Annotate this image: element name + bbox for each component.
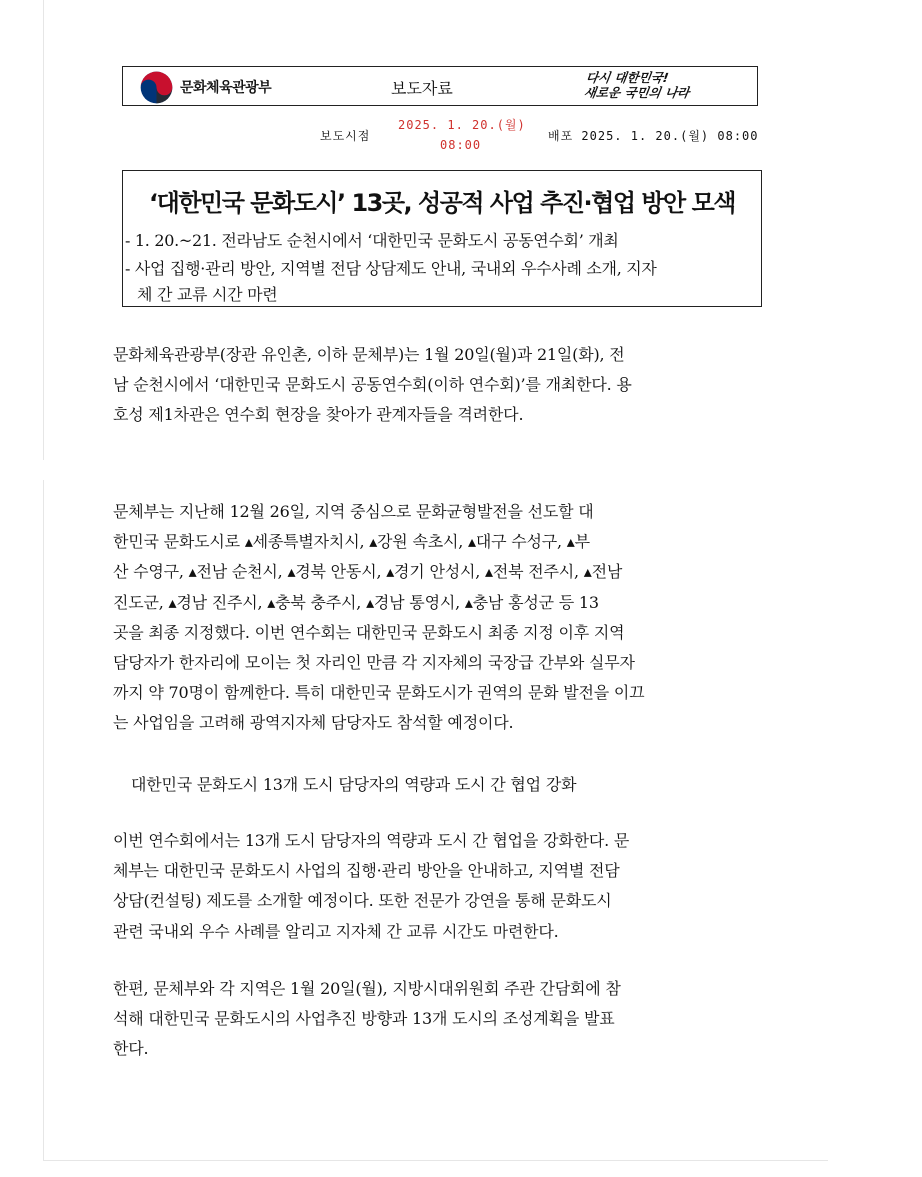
paragraph-line: 이번 연수회에서는 13개 도시 담당자의 역량과 도시 간 협업을 강화한다. 문: [113, 831, 630, 850]
paragraph-line: 남 순천시에서 ‘대한민국 문화도시 공동연수회(이하 연수회)’를 개최한다. 용: [113, 375, 632, 395]
page-edge-left-bottom: [43, 480, 44, 1160]
slogan-line2: 새로운 국민의 나라: [582, 85, 691, 100]
paragraph-line: 문체부는 지난해 12월 26일, 지역 중심으로 문화균형발전을 선도할 대: [113, 502, 594, 521]
paragraph-line: 한다.: [113, 1039, 149, 1059]
paragraph-line: 석해 대한민국 문화도시의 사업추진 방향과 13개 도시의 조성계획을 발표: [113, 1009, 615, 1029]
paragraph-line: 관련 국내외 우수 사례를 알리고 지자체 간 교류 시간도 마련한다.: [113, 921, 559, 941]
paragraph-3: [113, 826, 765, 947]
headline-sub-1: - 1. 20.~21. 전라남도 순천시에서 ‘대한민국 문화도시 공동연수회’ 개최: [125, 231, 619, 250]
ministry-name: 문화체육관광부: [180, 80, 272, 96]
slogan-line1: 다시 대한민국!: [585, 70, 670, 85]
paragraph-line: 체부는 대한민국 문화도시 사업의 집행·관리 방안을 안내하고, 지역별 전담: [113, 861, 620, 881]
paragraph-line: 까지 약 70명이 함께한다. 특히 대한민국 문화도시가 권역의 문화 발전을 이끄: [113, 683, 645, 703]
report-label: 보도시점: [320, 129, 371, 143]
release-info: 배포 2025. 1. 20.(월) 08:00: [548, 129, 759, 143]
page-edge-bottom: [43, 1160, 828, 1161]
paragraph-1: [113, 340, 765, 431]
taegeuk-logo-icon: [140, 71, 173, 104]
paragraph-2: [113, 497, 765, 739]
paragraph-line: 진도군, ▴경남 진주시, ▴충북 충주시, ▴경남 통영시, ▴충남 홍성군 등 13: [113, 592, 599, 612]
headline-sub-3: 체 간 교류 시간 마련: [137, 285, 278, 304]
header-box: [122, 66, 758, 106]
page-edge-left-top: [43, 0, 44, 460]
paragraph-line: 한편, 문체부와 각 지역은 1월 20일(월), 지방시대위원회 주관 간담회에 참: [113, 979, 621, 998]
paragraph-line: 한민국 문화도시로 ▴세종특별자치시, ▴강원 속초시, ▴대구 수성구, ▴부: [113, 532, 590, 552]
headline-sub-2: - 사업 집행·관리 방안, 지역별 전담 상담제도 안내, 국내외 우수사례 소개, 지자: [125, 259, 657, 278]
paragraph-4: [113, 974, 765, 1065]
section-heading: 대한민국 문화도시 13개 도시 담당자의 역량과 도시 간 협업 강화: [131, 775, 577, 794]
paragraph-line: 호성 제1차관은 연수회 현장을 찾아가 관계자들을 격려한다.: [113, 405, 524, 425]
paragraph-line: 곳을 최종 지정했다. 이번 연수회는 대한민국 문화도시 최종 지정 이후 지역: [113, 622, 625, 642]
headline-title: ‘대한민국 문화도시’ 13곳, 성공적 사업 추진·협업 방안 모색: [149, 189, 735, 217]
doc-type-label: 보도자료: [391, 79, 453, 98]
paragraph-line: 상담(컨설팅) 제도를 소개할 예정이다. 또한 전문가 강연을 통해 문화도시: [113, 891, 612, 911]
paragraph-line: 문화체육관광부(장관 유인촌, 이하 문체부)는 1월 20일(월)과 21일(화), 전: [113, 345, 625, 364]
report-time: 08:00: [440, 138, 482, 152]
report-date: 2025. 1. 20.(월): [398, 118, 526, 132]
paragraph-line: 산 수영구, ▴전남 순천시, ▴경북 안동시, ▴경기 안성시, ▴전북 전주시, ▴전남: [113, 562, 623, 582]
slogan: [583, 70, 737, 100]
headline-box: [122, 170, 762, 307]
paragraph-line: 담당자가 한자리에 모이는 첫 자리인 만큼 각 지자체의 국장급 간부와 실무자: [113, 652, 635, 672]
paragraph-line: 는 사업임을 고려해 광역지자체 담당자도 참석할 예정이다.: [113, 713, 514, 733]
